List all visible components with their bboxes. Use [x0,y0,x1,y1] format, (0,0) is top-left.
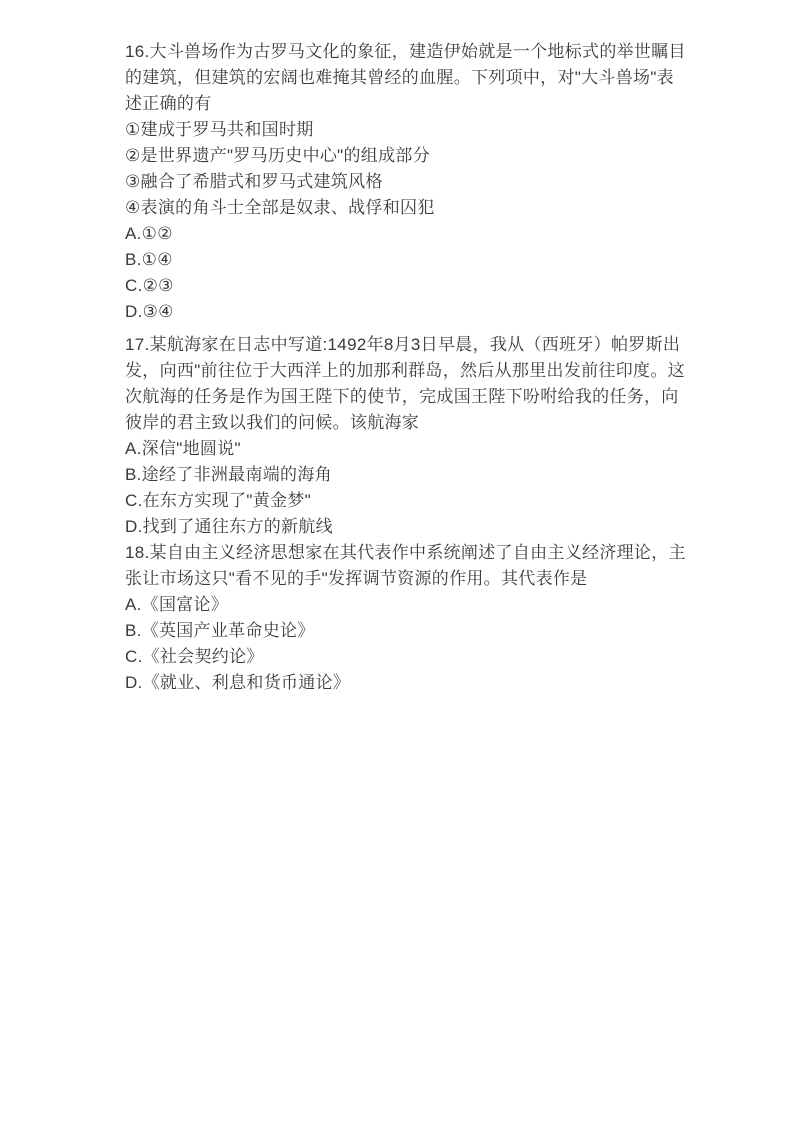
question-18 [125,540,685,696]
question-16-text-line-2: 的建筑，但建筑的宏阔也难掩其曾经的血腥。下列项中，对"大斗兽场"表 [125,68,674,87]
question-18-choice-c: C.《社会契约论》 [125,647,264,666]
question-17-choice-a: A.深信"地圆说" [125,439,241,458]
question-16-subitem-1: ①建成于罗马共和国时期 [125,120,314,139]
question-16 [125,39,685,325]
question-18-choice-a: A.《国富论》 [125,595,229,614]
question-17-text-line-3: 次航海的任务是作为国王陛下的使节，完成国王陛下吩咐给我的任务，向 [125,387,679,406]
question-16-text-line-1: 16.大斗兽场作为古罗马文化的象征，建造伊始就是一个地标式的举世瞩目 [125,42,686,61]
question-17 [125,332,685,540]
question-18-choice-d: D.《就业、利息和货币通论》 [125,673,351,692]
question-17-text-line-4: 彼岸的君主致以我们的问候。该航海家 [125,413,420,432]
question-16-subitem-4: ④表演的角斗士全部是奴隶、战俘和囚犯 [125,198,435,217]
question-18-text-line-2: 张让市场这只"看不见的手"发挥调节资源的作用。其代表作是 [125,569,588,588]
exam-content [125,39,685,696]
question-16-choice-b: B.①④ [125,250,173,269]
question-16-subitem-3: ③融合了希腊式和罗马式建筑风格 [125,172,383,191]
question-16-choice-a: A.①② [125,224,173,243]
question-18-text-line-1: 18.某自由主义经济思想家在其代表作中系统阐述了自由主义经济理论，主 [125,543,686,562]
question-17-choice-b: B.途经了非洲最南端的海角 [125,465,332,484]
question-16-subitem-2: ②是世界遗产"罗马历史中心"的组成部分 [125,146,431,165]
question-16-choice-d: D.③④ [125,302,174,321]
question-17-choice-c: C.在东方实现了"黄金梦" [125,491,311,510]
question-17-choice-d: D.找到了通往东方的新航线 [125,517,333,536]
question-17-text-line-2: 发，向西"前往位于大西洋上的加那利群岛，然后从那里出发前往印度。这 [125,361,685,380]
question-18-choice-b: B.《英国产业革命史论》 [125,621,315,640]
question-16-choice-c: C.②③ [125,276,174,295]
question-17-text-line-1: 17.某航海家在日志中写道:1492年8月3日早晨，我从（西班牙）帕罗斯出 [125,335,681,354]
question-16-text-line-3: 述正确的有 [125,94,212,113]
